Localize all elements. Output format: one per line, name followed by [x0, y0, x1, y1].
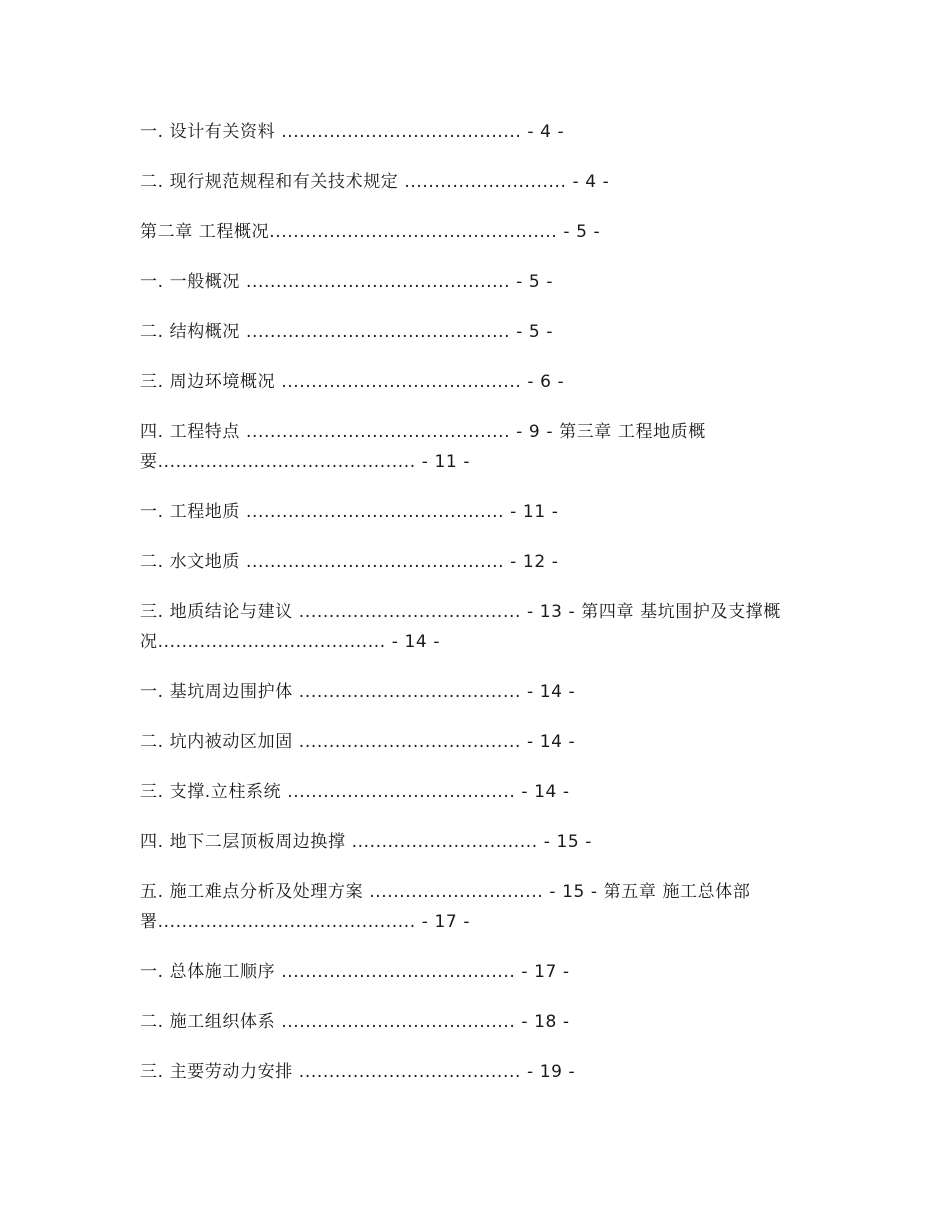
toc-entry[interactable]: 二. 施工组织体系 ....................................... - 18 - — [140, 1012, 570, 1032]
toc-entry[interactable]: 三. 周边环境概况 ........................................ - 6 - — [140, 372, 565, 392]
toc-entry[interactable]: 一. 基坑周边围护体 ..................................... - 14 - — [140, 682, 576, 702]
toc-entry[interactable]: 二. 现行规范规程和有关技术规定 ........................... - 4 - — [140, 172, 610, 192]
toc-entry[interactable]: 一. 工程地质 ........................................... - 11 - — [140, 502, 559, 522]
toc-entry[interactable]: 第二章 工程概况................................................ - 5 - — [140, 222, 601, 242]
toc-entry[interactable]: 一. 一般概况 ............................................ - 5 - — [140, 272, 554, 292]
toc-entry[interactable]: 四. 工程特点 ............................................ - 9 - 第三章 工程地质概要........................................... - 11 - — [140, 422, 706, 472]
toc-entry[interactable]: 五. 施工难点分析及处理方案 ............................. - 15 - 第五章 施工总体部署........................................... - 17 - — [140, 882, 751, 932]
toc-entry[interactable]: 三. 主要劳动力安排 ..................................... - 19 - — [140, 1062, 576, 1082]
toc-entry[interactable]: 一. 总体施工顺序 ....................................... - 17 - — [140, 962, 570, 982]
table-of-contents — [140, 117, 820, 1107]
toc-entry[interactable]: 一. 设计有关资料 ........................................ - 4 - — [140, 122, 565, 142]
toc-entry[interactable]: 二. 结构概况 ............................................ - 5 - — [140, 322, 554, 342]
toc-entry[interactable]: 二. 坑内被动区加固 ..................................... - 14 - — [140, 732, 576, 752]
toc-entry[interactable]: 三. 地质结论与建议 ..................................... - 13 - 第四章 基坑围护及支撑概况...................................... - 14 - — [140, 602, 781, 652]
toc-entry[interactable]: 二. 水文地质 ........................................... - 12 - — [140, 552, 559, 572]
toc-entry[interactable]: 四. 地下二层顶板周边换撑 ............................... - 15 - — [140, 832, 593, 852]
toc-entry[interactable]: 三. 支撑.立柱系统 ...................................... - 14 - — [140, 782, 570, 802]
